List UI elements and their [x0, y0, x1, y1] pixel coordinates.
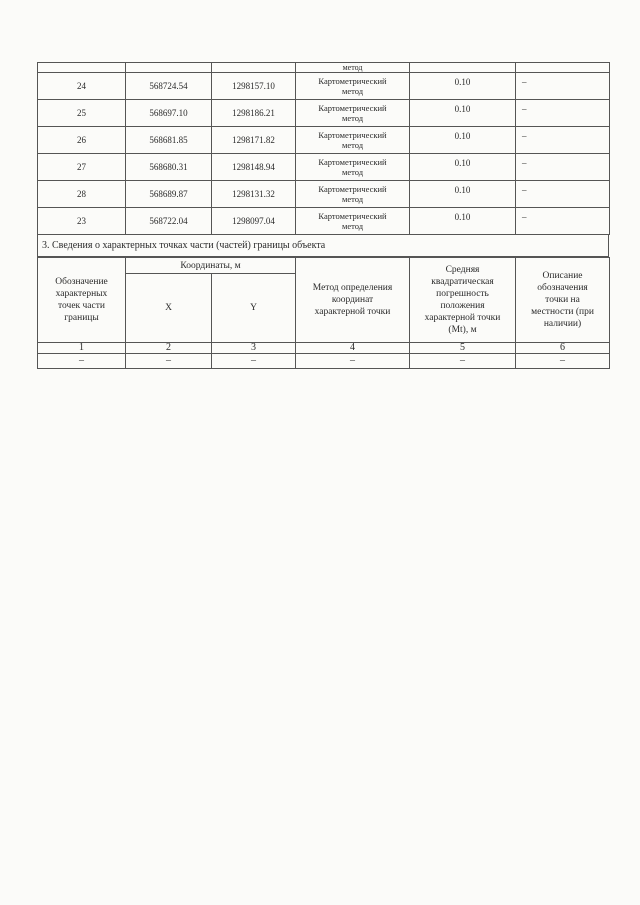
part-points-table	[37, 257, 610, 369]
description-header: Описание обозначения точки на местности (при наличии)	[516, 258, 610, 343]
x-value: 568722.04	[126, 208, 212, 235]
accuracy-value: 0.10	[410, 100, 516, 127]
description-value: –	[516, 154, 610, 181]
table-row	[38, 154, 610, 181]
point-id: 24	[38, 73, 126, 100]
table-row	[38, 127, 610, 154]
x-value: 568681.85	[126, 127, 212, 154]
accuracy-header: Средняя квадратическая погрешность положения характерной точки (Mt), м	[410, 258, 516, 343]
table-row	[38, 73, 610, 100]
method-cell: Картометрический метод	[296, 73, 410, 100]
table-row	[38, 208, 610, 235]
y-value: 1298186.21	[212, 100, 296, 127]
x-value: 568689.87	[126, 181, 212, 208]
header-row	[38, 258, 610, 274]
point-id: 26	[38, 127, 126, 154]
table-row: – – – – – –	[38, 354, 610, 369]
table-row	[38, 100, 610, 127]
table-row	[38, 63, 610, 73]
description-value: –	[516, 127, 610, 154]
section-title: 3. Сведения о характерных точках части (частей) границы объекта	[37, 235, 609, 257]
description-value: –	[516, 181, 610, 208]
accuracy-value: 0.10	[410, 73, 516, 100]
column-numbers-row: 1 2 3 4 5 6	[38, 343, 610, 354]
method-cell: Картометрический метод	[296, 208, 410, 235]
accuracy-value: 0.10	[410, 208, 516, 235]
y-value: 1298131.32	[212, 181, 296, 208]
description-value: –	[516, 100, 610, 127]
method-cell: Картометрический метод	[296, 154, 410, 181]
point-id: 28	[38, 181, 126, 208]
point-id: 27	[38, 154, 126, 181]
point-id: 25	[38, 100, 126, 127]
points-table	[37, 62, 610, 235]
x-value: 568680.31	[126, 154, 212, 181]
method-cell: Картометрический метод	[296, 100, 410, 127]
coordinates-header: Координаты, м	[126, 258, 296, 274]
description-value: –	[516, 208, 610, 235]
x-header: X	[126, 274, 212, 343]
designation-header: Обозначение характерных точек части границы	[38, 258, 126, 343]
accuracy-value: 0.10	[410, 181, 516, 208]
y-value: 1298097.04	[212, 208, 296, 235]
accuracy-value: 0.10	[410, 154, 516, 181]
method-cell: метод	[296, 63, 410, 73]
x-value: 568697.10	[126, 100, 212, 127]
y-value: 1298157.10	[212, 73, 296, 100]
method-cell: Картометрический метод	[296, 127, 410, 154]
table-row	[38, 181, 610, 208]
method-header: Метод определения координат характерной точки	[296, 258, 410, 343]
point-id: 23	[38, 208, 126, 235]
document-sheet	[37, 62, 609, 369]
x-value: 568724.54	[126, 73, 212, 100]
method-cell: Картометрический метод	[296, 181, 410, 208]
description-value: –	[516, 73, 610, 100]
y-value: 1298148.94	[212, 154, 296, 181]
y-value: 1298171.82	[212, 127, 296, 154]
accuracy-value: 0.10	[410, 127, 516, 154]
y-header: Y	[212, 274, 296, 343]
